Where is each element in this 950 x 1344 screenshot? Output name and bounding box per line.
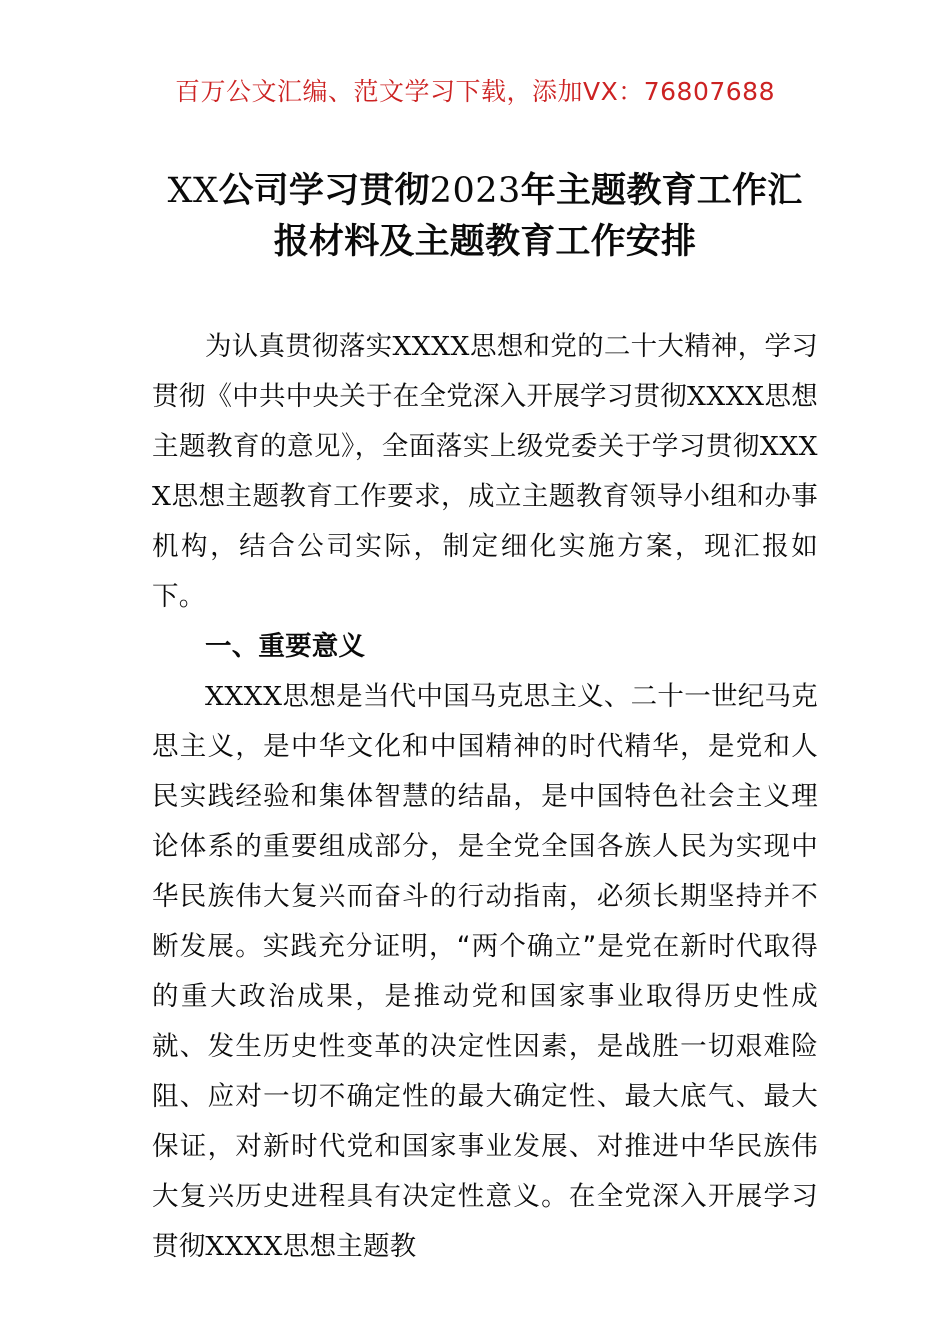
cjk-run: 思想是当代中国马克思主义、二十一世纪马克思主义，是中华文化和中国精神的时代精华，是党和人民实践经验和集体智慧的结晶，是中国特色社会主义理论体系的重要组成部分，是全党全国各族人民为实现中华民族伟大复兴而奋斗的行动指南，必须长期坚持并不断发展。实践充分证明，“两个确立”是党在新时代取得的重大政治成果，是推动党和国家事业取得历史性成就、发生历史性变革的决定性因素，是战胜一切艰难险阻、应对一切不确定性的最大确定性、最大底气、最大保证，对新时代党和国家事业发展、对推进中华民族伟大复兴历史进程具有决定性意义。在全党深入开展学习贯彻 — [152, 681, 818, 1262]
latin-run: XXXX — [687, 381, 765, 412]
section-heading-1: 一、重要意义 — [205, 631, 366, 662]
latin-run: XXXX — [152, 431, 818, 512]
promo-header-text: 百万公文汇编、范文学习下载，添加VX：76807688 — [175, 77, 775, 106]
title-company-placeholder: XX — [167, 171, 219, 211]
cjk-run: 思想主题教育工作要求，成立主题教育领导小组和办事机构，结合公司实际，制定细化实施方案，现汇报如下。 — [152, 481, 818, 612]
title-line-2: 报材料及主题教育工作安排 — [273, 222, 697, 262]
paragraph-intro — [152, 322, 818, 622]
title-text-b: 年主题教育工作汇 — [520, 171, 803, 211]
cjk-run: 思想主题教 — [282, 1231, 417, 1262]
cjk-run: 为认真贯彻落实 — [205, 331, 393, 362]
promo-watermark-header — [0, 79, 950, 104]
latin-run: XXXX — [205, 1231, 283, 1262]
latin-run: XXXX — [205, 681, 283, 712]
cjk-run: 思想和党的二十大精神，学习贯彻《中共中央关于在全党深入开展学习贯彻 — [152, 331, 818, 412]
latin-run: XXXX — [392, 331, 470, 362]
title-text-a: 公司学习贯彻 — [218, 171, 430, 211]
cjk-run: 思想主题教育的意见》，全面落实上级党委关于学习贯彻 — [152, 381, 819, 462]
document-body — [152, 322, 818, 1272]
title-year: 2023 — [429, 171, 521, 211]
page-title — [152, 166, 818, 268]
paragraph-section-1-body — [152, 672, 818, 1272]
